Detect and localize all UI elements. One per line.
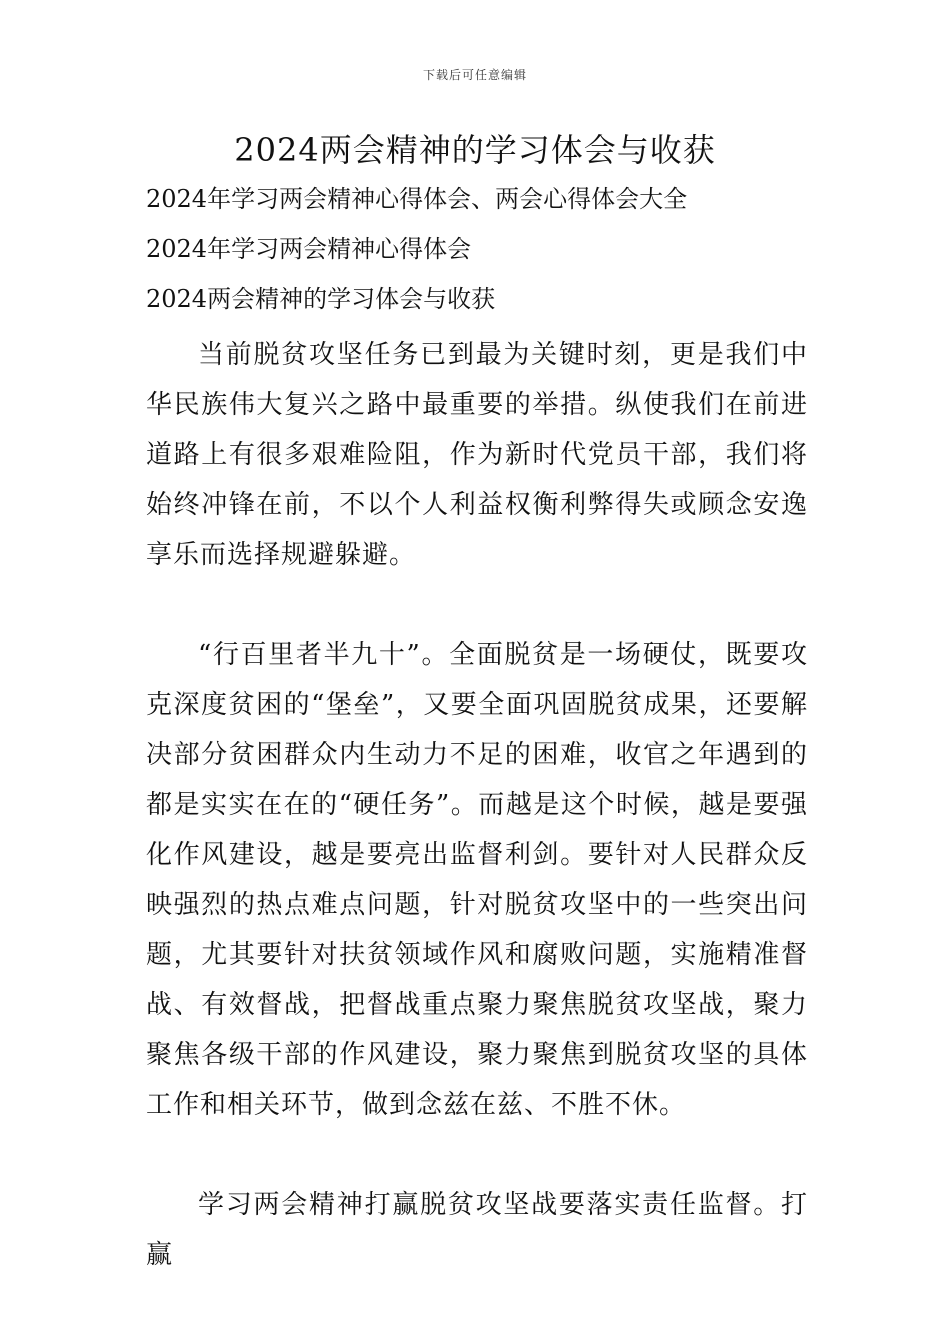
subtitle-line-2: 2024年学习两会精神心得体会	[146, 235, 472, 263]
subtitle-line-1: 2024年学习两会精神心得体会、两会心得体会大全	[146, 185, 688, 213]
document-body	[146, 180, 808, 1280]
paragraph-3: 学习两会精神打赢脱贫攻坚战要落实责任监督。打赢	[146, 1190, 808, 1270]
header-note: 下载后可任意编辑	[422, 68, 527, 82]
paragraph-1: 当前脱贫攻坚任务已到最为关键时刻，更是我们中华民族伟大复兴之路中最重要的举措。纵使我们在前进道路上有很多艰难险阻，作为新时代党员干部，我们将始终冲锋在前，不以个人利益权衡利弊得失或顾念安逸享乐而选择规避躲避。	[146, 340, 808, 570]
paragraph-spacer	[146, 1130, 808, 1180]
subtitle-line-3: 2024两会精神的学习体会与收获	[146, 285, 496, 313]
document-title: 2024两会精神的学习体会与收获	[234, 131, 716, 169]
paragraph-spacer	[146, 580, 808, 630]
paragraph-2: “行百里者半九十”。全面脱贫是一场硬仗，既要攻克深度贫困的“堡垒”，又要全面巩固脱贫成果，还要解决部分贫困群众内生动力不足的困难，收官之年遇到的都是实实在在的“硬任务”。而越是这个时候，越是要强化作风建设，越是要亮出监督利剑。要针对人民群众反映强烈的热点难点问题，针对脱贫攻坚中的一些突出问题，尤其要针对扶贫领域作风和腐败问题，实施精准督战、有效督战，把督战重点聚力聚焦脱贫攻坚战，聚力聚焦各级干部的作风建设，聚力聚焦到脱贫攻坚的具体工作和相关环节，做到念兹在兹、不胜不休。	[146, 640, 808, 1120]
